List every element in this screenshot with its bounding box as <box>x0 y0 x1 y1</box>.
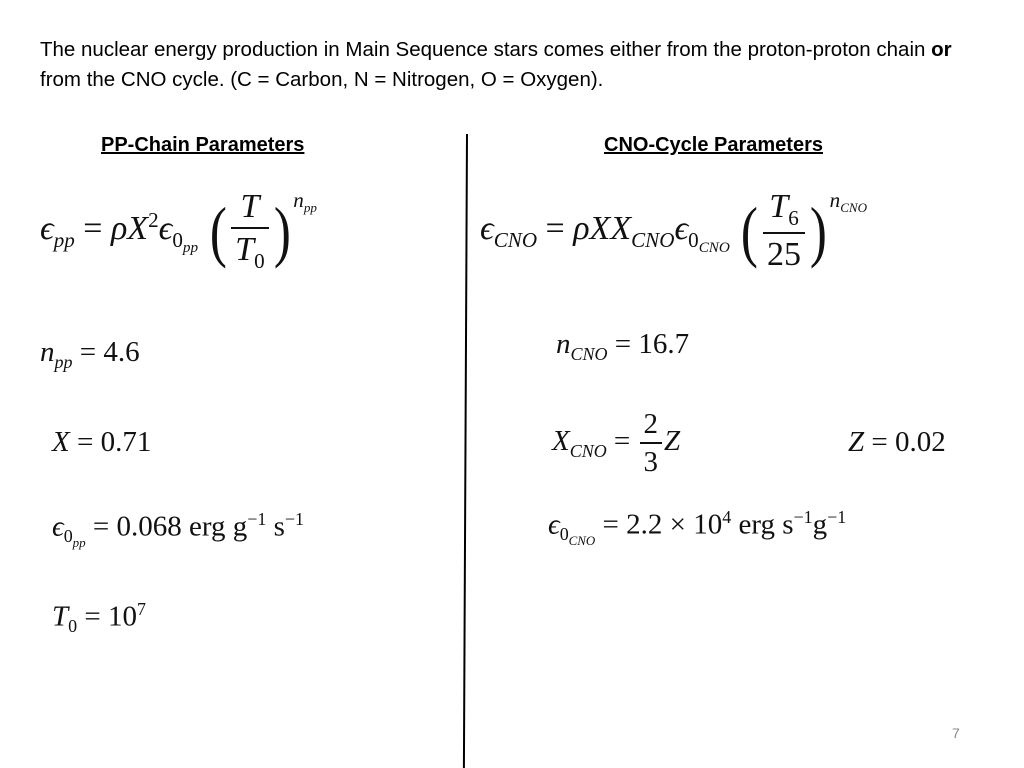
cno-energy-equation: ϵCNO = ρXXCNOϵ0CNO ( $\frac{T6}{25}$ ) nCNO <box>480 188 868 274</box>
intro-text: The nuclear energy production in Main Sequence stars comes either from the proton-proton chain or from the CNO cycle. (C = Carbon, N = Nitrogen, O = Oxygen). <box>40 38 952 91</box>
column-divider <box>463 134 468 768</box>
pp-t0-equation: T0 = 107 <box>52 599 146 637</box>
intro-bold-or: or <box>931 38 952 61</box>
pp-n-equation: npp = 4.6 <box>40 336 140 372</box>
page-number: 7 <box>952 725 960 741</box>
pp-x-equation: X = 0.71 <box>52 426 152 458</box>
cno-z-equation: Z = 0.02 <box>848 426 946 458</box>
pp-energy-equation: ϵpp = ρX2ϵ0pp ( $\frac{T}{T0}$ ) npp <box>40 188 317 274</box>
pp-chain-heading: PP-Chain Parameters <box>101 134 305 156</box>
pp-eps0-equation: ϵ0pp = 0.068 erg g−1 s−1 <box>52 509 305 551</box>
cno-eps0-equation: ϵ0CNO = 2.2 × 104 erg s−1g−1 <box>548 507 847 549</box>
cno-cycle-heading: CNO-Cycle Parameters <box>604 134 823 156</box>
cno-n-equation: nCNO = 16.7 <box>556 328 690 364</box>
cno-x-equation: XCNO = $\frac{2}{3}$ Z <box>552 408 681 478</box>
